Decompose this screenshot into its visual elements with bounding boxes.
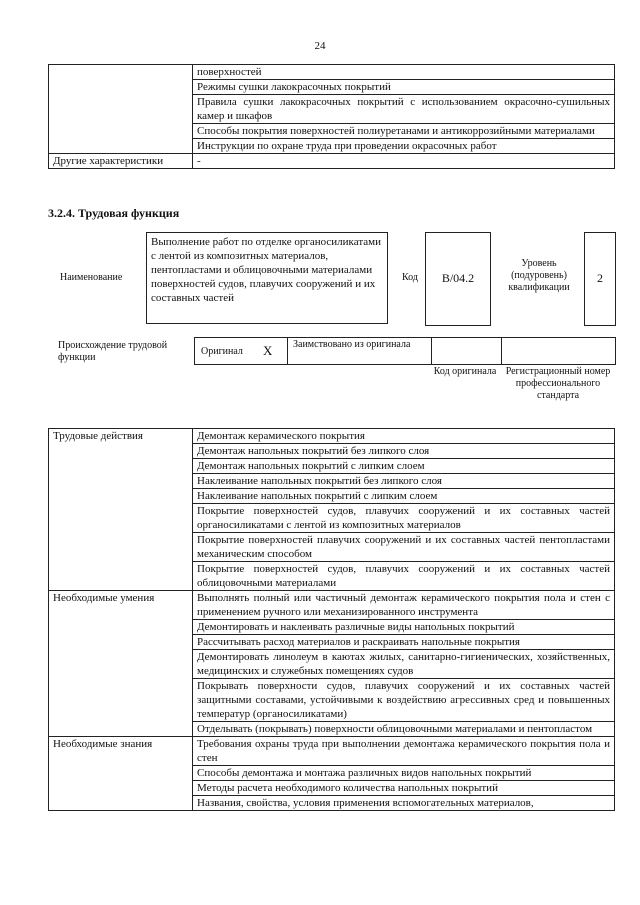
continuation-table xyxy=(48,64,615,169)
table-row xyxy=(49,591,615,620)
code-label: Код xyxy=(402,272,418,283)
table-cell: Покрывать поверхности судов, плавучих сооружений и их составных частей защитными составами, устойчивыми к воздействию агрессивных сред и повышенных температур (органосиликатами) xyxy=(193,679,615,722)
origin-label: Происхождение трудовой функции xyxy=(58,340,168,363)
table-cell: Демонтаж керамического покрытия xyxy=(193,429,615,444)
function-details-table xyxy=(48,428,615,811)
table-cell: Инструкции по охране труда при проведении окрасочных работ xyxy=(193,139,615,154)
section-heading: 3.2.4. Трудовая функция xyxy=(48,206,180,220)
table-cell: Демонтаж напольных покрытий с липким слоем xyxy=(193,459,615,474)
table-cell: Покрытие поверхностей судов, плавучих сооружений и их составных частей органосиликатами с лентой из композитных материалов xyxy=(193,504,615,533)
level-value: 2 xyxy=(597,271,603,285)
level-label: Уровень (подуровень) квалификации xyxy=(508,258,570,293)
table-cell: поверхностей xyxy=(193,65,615,80)
row-header: Другие характеристики xyxy=(49,154,193,169)
level-box xyxy=(584,232,616,326)
table-cell: Демонтировать линолеум в каютах жилых, санитарно-гигиенических, хозяйственных, медицинских и служебных помещениях судов xyxy=(193,650,615,679)
table-cell: Отделывать (покрывать) поверхности облицовочными материалами и пентопластом xyxy=(193,722,615,737)
table-cell: Демонтировать и наклеивать различные виды напольных покрытий xyxy=(193,620,615,635)
code-value: B/04.2 xyxy=(441,271,475,285)
function-name-box: Выполнение работ по отделке органосиликатами с лентой из композитных материалов, пентопластами и облицовочными материалами поверхностей судов, плавучих сооружений и их составных частей xyxy=(146,232,388,324)
code-caption: Код оригинала xyxy=(433,366,497,377)
name-label: Наименование xyxy=(60,272,123,283)
original-mark: X xyxy=(263,343,273,358)
divider xyxy=(501,338,502,364)
row-header: Трудовые действия xyxy=(49,429,193,591)
table-cell: Покрытие поверхностей плавучих сооружений и их составных частей пентопластами механическим способом xyxy=(193,533,615,562)
code-box xyxy=(425,232,491,326)
table-cell: Наклеивание напольных покрытий без липкого слоя xyxy=(193,474,615,489)
table-cell: Демонтаж напольных покрытий без липкого слоя xyxy=(193,444,615,459)
original-label: Оригинал xyxy=(201,346,243,357)
divider xyxy=(287,338,288,364)
borrowed-label: Заимствовано из оригинала xyxy=(293,339,411,350)
table-cell: Методы расчета необходимого количества напольных покрытий xyxy=(193,781,615,796)
table-cell: Выполнять полный или частичный демонтаж керамического покрытия пола и стен с применением ручного или механизированного инструмента xyxy=(193,591,615,620)
row-header: Необходимые умения xyxy=(49,591,193,737)
table-cell: Правила сушки лакокрасочных покрытий с использованием окрасочно-сушильных камер и шкафов xyxy=(193,95,615,124)
table-cell: Требования охраны труда при выполнении демонтажа керамического покрытия пола и стен xyxy=(193,737,615,766)
table-row xyxy=(49,154,615,169)
table-cell: Покрытие поверхностей судов, плавучих сооружений и их составных частей облицовочными материалами xyxy=(193,562,615,591)
table-cell: Наклеивание напольных покрытий с липким слоем xyxy=(193,489,615,504)
table-cell: - xyxy=(193,154,615,169)
table-cell: Способы демонтажа и монтажа различных видов напольных покрытий xyxy=(193,766,615,781)
table-cell: Режимы сушки лакокрасочных покрытий xyxy=(193,80,615,95)
page-number: 24 xyxy=(314,40,326,52)
table-cell: Названия, свойства, условия применения вспомогательных материалов, xyxy=(193,796,615,811)
table-row xyxy=(49,65,615,80)
table-cell: Рассчитывать расход материалов и раскраивать напольные покрытия xyxy=(193,635,615,650)
origin-box xyxy=(194,337,616,365)
row-header: Необходимые знания xyxy=(49,737,193,811)
table-cell: Способы покрытия поверхностей полиуретанами и антикоррозийными материалами xyxy=(193,124,615,139)
reg-caption: Регистрационный номер профессионального стандарта xyxy=(505,366,611,401)
table-cell-left xyxy=(49,65,193,154)
divider xyxy=(431,338,432,364)
table-row xyxy=(49,737,615,766)
table-row xyxy=(49,429,615,444)
